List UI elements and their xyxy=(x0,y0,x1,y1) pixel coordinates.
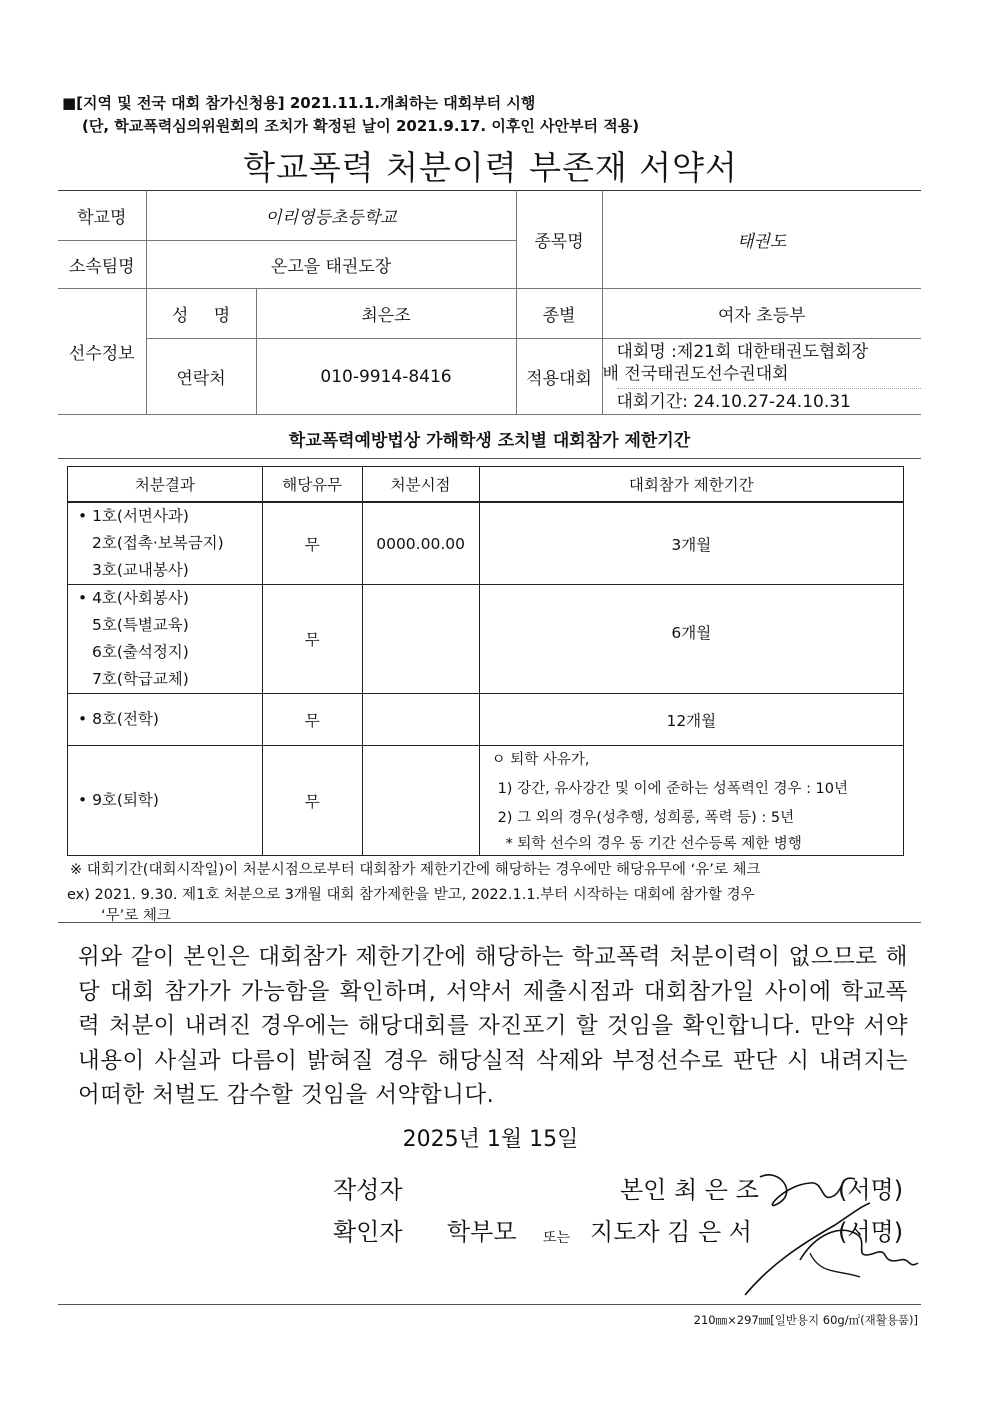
player-info-label: 선수정보 xyxy=(58,289,146,415)
header-line-2: (단, 학교폭력심의위원회의 조치가 확정된 날이 2021.9.17. 이후인 사안부터 적용) xyxy=(82,117,640,135)
footnote-1: ※ 대회기간(대회시작일)이 처분시점으로부터 대회참가 제한기간에 해당하는 경우에만 해당유무에 ‘유’로 체크 xyxy=(70,862,761,878)
restriction-table xyxy=(67,466,904,856)
sport-label: 종목명 xyxy=(516,191,602,289)
codes-cell xyxy=(68,694,263,746)
codes-cell xyxy=(68,502,263,585)
code-item: • 9호(퇴학) xyxy=(78,791,159,809)
sign-label-2: (서명) xyxy=(838,1218,904,1246)
code-item: • 8호(전학) xyxy=(78,710,159,728)
contact-label: 연락처 xyxy=(146,339,256,415)
category-value: 여자 초등부 xyxy=(602,289,921,339)
contact-value: 010-9914-8416 xyxy=(256,339,516,415)
confirm-label: 확인자 xyxy=(333,1218,403,1246)
date-cell xyxy=(362,746,479,856)
header-line-1: ■[지역 및 전국 대회 참가신청용] 2021.11.1.개최하는 대회부터 시행 xyxy=(62,94,536,112)
period-line: 1) 강간, 유사강간 및 이에 준하는 성폭력인 경우 : 10년 xyxy=(497,781,849,797)
competition-name-line1: 대회명 :제21회 대한태권도협회장 xyxy=(616,341,869,362)
applies-cell: 무 xyxy=(262,694,362,746)
period-line: 2) 그 외의 경우(성추행, 성희롱, 폭력 등) : 5년 xyxy=(497,810,795,826)
table-row xyxy=(68,585,904,694)
period-cell: 12개월 xyxy=(479,694,903,746)
date-cell xyxy=(362,585,479,694)
page-title: 학교폭력 처분이력 부존재 서약서 xyxy=(243,148,738,187)
name-label: 성 명 xyxy=(146,289,256,339)
sport-value: 태권도 xyxy=(602,191,921,289)
handwritten-signature xyxy=(740,1165,920,1305)
team-label: 소속팀명 xyxy=(58,241,146,289)
col-header-result: 처분결과 xyxy=(68,467,263,503)
period-cell xyxy=(479,746,903,856)
team-value: 온고을 태권도장 xyxy=(146,241,516,289)
col-header-applies: 해당유무 xyxy=(262,467,362,503)
competition-cell xyxy=(602,339,921,415)
competition-label: 적용대회 xyxy=(516,339,602,415)
competition-name-line2: 배 전국태권도선수권대회 xyxy=(602,363,789,384)
info-table xyxy=(58,190,921,415)
coach-value: 지도자 김 은 서 xyxy=(590,1218,752,1246)
divider xyxy=(58,1304,921,1305)
sign-date: 2025년 1월 15일 xyxy=(402,1127,579,1152)
codes-cell xyxy=(68,585,263,694)
code-item: 7호(학급교체) xyxy=(92,670,189,688)
author-value: 본인 최 은 조 xyxy=(620,1176,759,1204)
divider xyxy=(58,922,921,923)
guardian-label: 학부모 xyxy=(447,1218,517,1246)
table-row xyxy=(68,502,904,585)
table-row xyxy=(68,694,904,746)
date-cell xyxy=(362,694,479,746)
pledge-text: 위와 같이 본인은 대회참가 제한기간에 해당하는 학교폭력 처분이력이 없으므로 해당 대회 참가가 가능함을 확인하며, 서약서 제출시점과 대회참가일 사이에 학교폭력 처분이 내려진 경우에는 해당대회를 자진포기 할 것임을 확인합니다. 만약 서약내용이 사실과 다름이 밝혀질 경우 해당실적 삭제와 부정선수로 판단 시 내려지는 어떠한 처벌도 감수할 것임을 서약합니다. xyxy=(78,944,908,1108)
author-label: 작성자 xyxy=(333,1176,403,1204)
footnote-2: ex) 2021. 9.30. 제1호 처분으로 3개월 대회 참가제한을 받고, 2022.1.1.부터 시작하는 대회에 참가할 경우 xyxy=(67,887,755,903)
col-header-date: 처분시점 xyxy=(362,467,479,503)
footnote-3: ‘무’로 체크 xyxy=(101,908,171,924)
applies-cell: 무 xyxy=(262,585,362,694)
period-cell: 6개월 xyxy=(479,585,903,694)
school-label: 학교명 xyxy=(58,191,146,241)
period-line: ㅇ 퇴학 사유가, xyxy=(491,752,590,768)
code-item: 5호(특별교육) xyxy=(92,616,189,634)
or-text: 또는 xyxy=(543,1230,571,1246)
applies-cell: 무 xyxy=(262,746,362,856)
date-cell: 0000.00.00 xyxy=(362,502,479,585)
table-row xyxy=(68,746,904,856)
divider xyxy=(58,458,921,459)
code-item: • 4호(사회봉사) xyxy=(78,589,189,607)
competition-period: 대회기간: 24.10.27-24.10.31 xyxy=(617,388,922,413)
applies-cell: 무 xyxy=(262,502,362,585)
code-item: 3호(교내봉사) xyxy=(92,561,189,579)
category-label: 종별 xyxy=(516,289,602,339)
sign-label: (서명) xyxy=(838,1176,904,1204)
period-line: * 퇴학 선수의 경우 동 기간 선수등록 제한 병행 xyxy=(505,836,802,852)
col-header-period: 대회참가 제한기간 xyxy=(479,467,903,503)
code-item: 6호(출석정지) xyxy=(92,643,189,661)
period-cell: 3개월 xyxy=(479,502,903,585)
name-value: 최은조 xyxy=(256,289,516,339)
code-item: • 1호(서면사과) xyxy=(78,507,189,525)
paper-spec: 210㎜×297㎜[일반용지 60g/㎡(재활용품)] xyxy=(693,1313,918,1327)
restriction-subtitle: 학교폭력예방법상 가해학생 조치별 대회참가 제한기간 xyxy=(288,431,691,451)
codes-cell xyxy=(68,746,263,856)
school-value: 이리영등초등학교 xyxy=(146,191,516,241)
code-item: 2호(접촉·보복금지) xyxy=(92,534,224,552)
